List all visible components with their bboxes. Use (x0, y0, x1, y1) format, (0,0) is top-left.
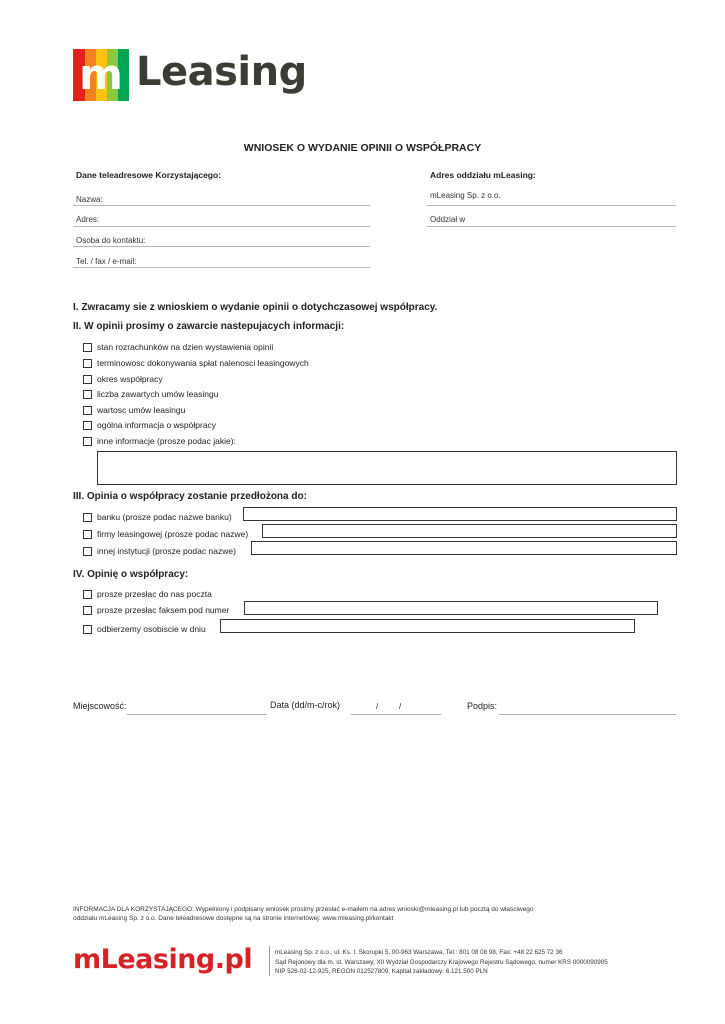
place-field[interactable] (127, 714, 267, 715)
delivery-option-row[interactable] (83, 588, 212, 600)
option-label: ogólna informacja o współpracy (97, 420, 217, 430)
checkbox[interactable] (83, 343, 92, 352)
checkbox[interactable] (83, 437, 92, 446)
footer-registration-line: NIP 526-02-12-925, REGON 012527809, Kapitał zakładowy: 6.121.500 PLN (275, 968, 488, 975)
place-label: Miejscowość: (73, 701, 127, 711)
branch-company-line (427, 205, 676, 206)
logo-wordmark: Leasing (136, 49, 307, 95)
option-label: prosze przesłac faksem pod numer (97, 605, 230, 615)
customer-info-line-1: INFORMACJA DLA KORZYSTAJĄCEGO: Wypełniony i podpisany wniosek prosimy przesłać e-mailem na adres wnioski@mleasing.pl lub pocztą do właściwego (73, 906, 534, 913)
info-option-row[interactable] (83, 373, 163, 385)
address-field[interactable] (73, 226, 370, 227)
footer-divider (269, 946, 270, 976)
info-option-row[interactable] (83, 435, 236, 447)
signature-label: Podpis: (467, 701, 498, 711)
option-label: stan rozrachunków na dzien wystawienia opinii (97, 342, 274, 352)
option-label: wartosc umów leasingu (97, 405, 186, 415)
phone-fax-email-label: Tel. / fax / e-mail: (76, 257, 137, 266)
date-field[interactable] (351, 714, 441, 715)
client-data-heading: Dane teleadresowe Korzystającego: (76, 170, 222, 180)
name-label: Nazwa: (76, 195, 103, 204)
info-option-row[interactable] (83, 404, 185, 416)
recipient-option-row[interactable] (83, 511, 232, 523)
date-separator: / (376, 702, 379, 711)
contact-person-label: Osoba do kontaktu: (76, 236, 146, 245)
checkbox[interactable] (83, 359, 92, 368)
checkbox[interactable] (83, 606, 92, 615)
contact-person-field[interactable] (73, 246, 370, 247)
option-label: innej instytucji (prosze podac nazwe) (97, 546, 236, 556)
address-label: Adres: (76, 215, 100, 224)
delivery-option-row[interactable] (83, 623, 206, 635)
form-title: WNIOSEK O WYDANIE OPINII O WSPÓŁPRACY (243, 142, 482, 154)
branch-label: Oddział w (430, 215, 466, 224)
phone-fax-email-field[interactable] (73, 267, 370, 268)
section-1-heading: I. Zwracamy sie z wnioskiem o wydanie opinii o dotychczasowej współpracy. (73, 302, 438, 313)
fax-number-input[interactable] (244, 601, 658, 615)
option-label: terminowosc dokonywania spłat nalenosci leasingowych (97, 358, 309, 368)
signature-field[interactable] (499, 714, 676, 715)
date-label: Data (dd/m-c/rok) (270, 700, 341, 710)
info-option-row[interactable] (83, 419, 216, 431)
checkbox[interactable] (83, 530, 92, 539)
option-label: prosze przesłac do nas poczta (97, 589, 212, 599)
footer-address-line: mLeasing Sp. z o.o., ul. Ks. I. Skorupki 5, 00-963 Warszawa, Tel.: 801 08 08 98, Fax: +48 22 625 72 36 (275, 949, 563, 956)
pickup-date-input[interactable] (220, 619, 635, 633)
footer-company-details (275, 948, 608, 977)
recipient-option-row[interactable] (83, 545, 236, 557)
option-label: inne informacje (prosze podac jakie): (97, 436, 236, 446)
delivery-option-row[interactable] (83, 604, 229, 616)
section-4-heading: IV. Opinię o współpracy: (73, 569, 189, 580)
section-2-heading: II. W opinii prosimy o zawarcie nastepujacych informacji: (73, 321, 345, 332)
footer-brand-logo: mLeasing.pl (73, 944, 253, 975)
option-label: banku (prosze podac nazwe banku) (97, 512, 232, 522)
option-label: odbierzemy osobiscie w dniu (97, 624, 206, 634)
checkbox[interactable] (83, 390, 92, 399)
name-field[interactable] (73, 205, 370, 206)
recipient-option-row[interactable] (83, 528, 248, 540)
date-separator: / (399, 702, 402, 711)
other-info-textarea[interactable] (97, 451, 677, 485)
customer-info-line-2: oddziału mLeasing Sp. z o.o. Dane teleadresowe dostępne są na stronie internetowej: www.mleasing.pl/kontakt (73, 915, 394, 922)
checkbox[interactable] (83, 375, 92, 384)
option-label: liczba zawartych umów leasingu (97, 389, 219, 399)
footer-court-line: Sąd Rejonowy dla m. st. Warszawy, XII Wydział Gospodarczy Krajowego Rejestru Sądowego, numer KRS 0000090905 (275, 958, 608, 966)
checkbox[interactable] (83, 406, 92, 415)
leasing-company-name-input[interactable] (262, 524, 677, 538)
info-option-row[interactable] (83, 388, 218, 400)
option-label: okres współpracy (97, 374, 163, 384)
checkbox[interactable] (83, 625, 92, 634)
option-label: firmy leasingowej (prosze podac nazwe) (97, 529, 249, 539)
info-option-row[interactable] (83, 341, 273, 353)
branch-heading: Adres oddziału mLeasing: (430, 170, 536, 180)
branch-field[interactable] (427, 226, 676, 227)
section-3-heading: III. Opinia o współpracy zostanie przedłożona do: (73, 491, 307, 502)
branch-company: mLeasing Sp. z o.o. (430, 191, 501, 200)
institution-name-input[interactable] (251, 541, 677, 555)
checkbox[interactable] (83, 590, 92, 599)
info-option-row[interactable] (83, 357, 309, 369)
checkbox[interactable] (83, 421, 92, 430)
checkbox[interactable] (83, 513, 92, 522)
mleasing-logo-mark (73, 49, 129, 101)
bank-name-input[interactable] (243, 507, 677, 521)
logo-letter: m (79, 50, 123, 99)
checkbox[interactable] (83, 547, 92, 556)
